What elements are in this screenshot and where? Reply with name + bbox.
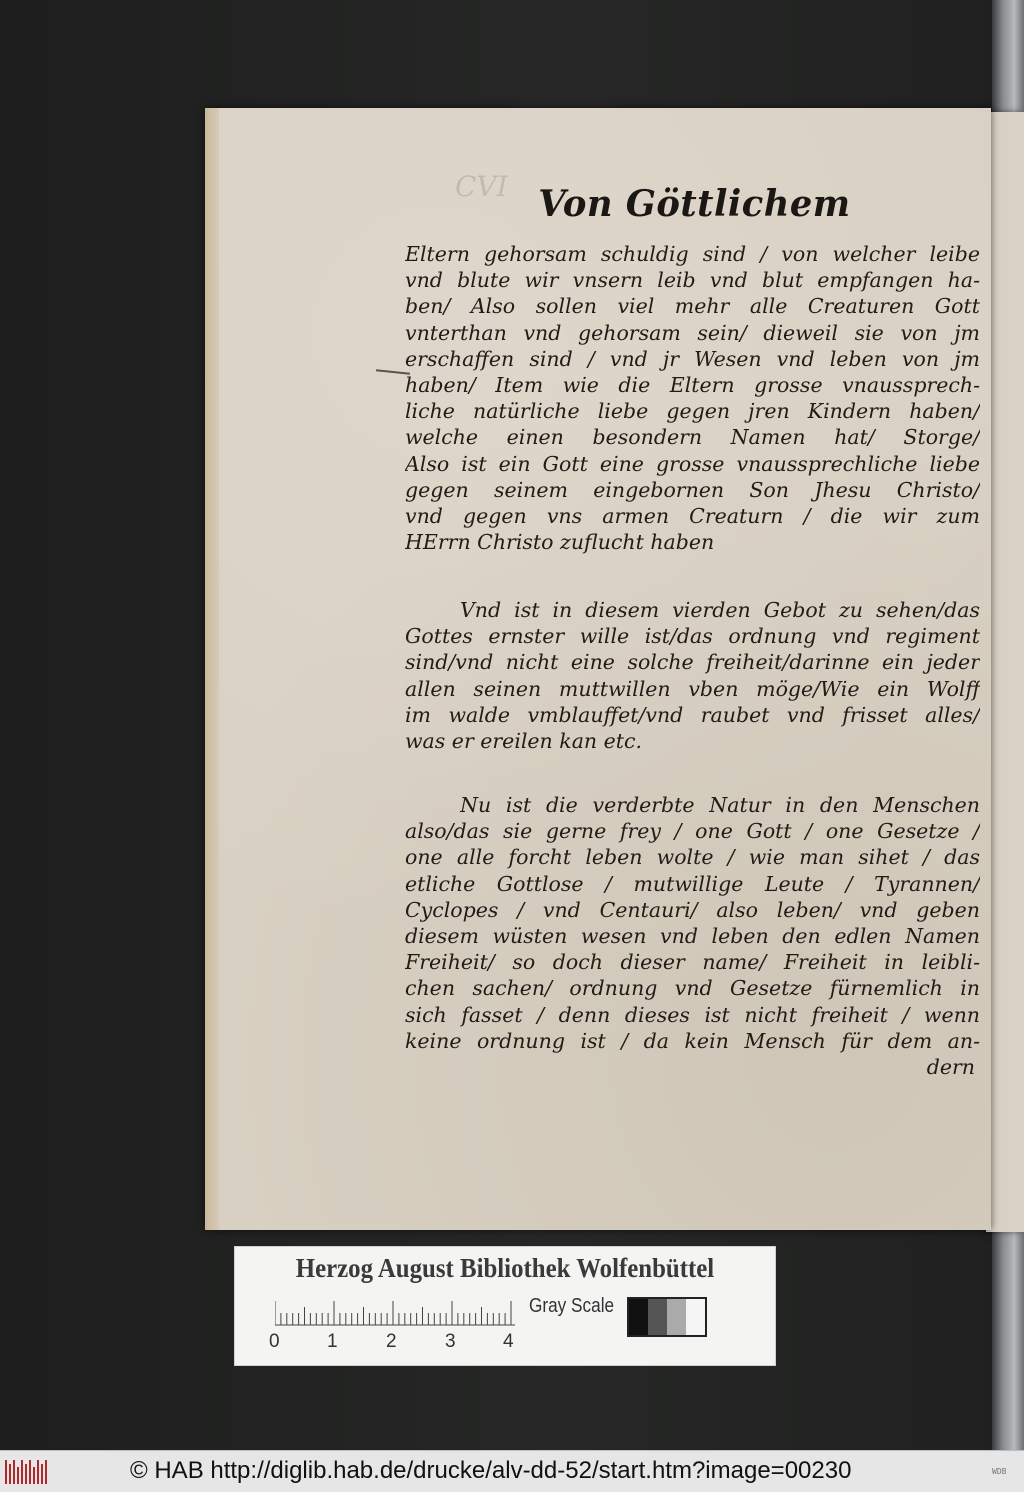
library-title: Herzog August Bibliothek Wolfenbüttel [295, 1253, 715, 1283]
ruler-number-1: 1 [327, 1331, 338, 1352]
text-line: allen seinen muttwillen vben möge/Wie ein Wolff [405, 676, 980, 701]
bleed-through-text: CVI [455, 170, 508, 203]
ruler-number-3: 3 [445, 1331, 456, 1352]
facing-page-edge [986, 112, 1024, 1232]
text-line: gegen seinem eingebornen Son Jhesu Christo/ [405, 477, 980, 502]
text-line: sind/vnd nicht eine solche freiheit/darinne ein jeder [405, 650, 980, 675]
text-line: im walde vmblauffet/vnd raubet vnd frisset alles/ [405, 702, 980, 727]
text-line: one alle forcht leben wolte / wie man sihet / das [405, 845, 980, 870]
text-line: ben/ Also sollen viel mehr alle Creaturen Gott [405, 294, 980, 319]
text-line: diesem wüsten wesen vnd leben den edlen Namen [405, 924, 980, 948]
text-line: vnd blute wir vnsern leib vnd blut empfangen ha- [405, 268, 980, 293]
gray-swatch-3 [686, 1299, 705, 1335]
text-line: keine ordnung ist / da kein Mensch für dem an- [405, 1028, 980, 1053]
text-line: dern [926, 1055, 975, 1079]
gray-scale-bar [627, 1297, 707, 1337]
text-line: liche natürliche liebe gegen jren Kindern haben/ [405, 399, 980, 424]
footer-small-mark: WDB [992, 1467, 1007, 1476]
footer-bar [0, 1450, 1024, 1492]
gray-swatch-0 [629, 1299, 648, 1335]
text-line: sich fasset / denn dieses ist nicht freiheit / wenn [405, 1002, 980, 1027]
text-line: was er ereilen kan etc. [405, 729, 643, 753]
text-line: vnd gegen vns armen Creaturn / die wir zum [405, 504, 980, 528]
page-heading: Von Göttlichem [538, 183, 851, 225]
gray-scale-label: Gray Scale [529, 1295, 615, 1317]
text-line: Gottes ernster wille ist/das ordnung vnd regiment [405, 624, 980, 649]
ruler-scale [275, 1297, 515, 1327]
text-line: Nu ist die verderbte Natur in den Menschen [460, 793, 980, 817]
text-line: haben/ Item wie die Eltern grosse vnaussprech- [405, 373, 980, 397]
text-line: Cyclopes / vnd Centauri/ also leben/ vnd geben [405, 897, 980, 922]
ruler-number-4: 4 [503, 1331, 514, 1352]
text-line: welche einen besondern Namen hat/ Storge/ [405, 425, 980, 450]
ruler-number-2: 2 [386, 1331, 397, 1352]
text-line: Freiheit/ so doch dieser name/ Freiheit in leibli- [405, 950, 980, 975]
text-line: etliche Gottlose / mutwillige Leute / Tyrannen/ [405, 871, 980, 896]
gray-swatch-1 [648, 1299, 667, 1335]
text-line: erschaffen sind / vnd jr Wesen vnd leben von jm [405, 346, 980, 371]
text-line: Also ist ein Gott eine grosse vnaussprechliche liebe [405, 451, 980, 476]
text-line: also/das sie gerne frey / one Gott / one Gesetze / [405, 819, 980, 844]
text-line: Vnd ist in diesem vierden Gebot zu sehen/das [460, 598, 980, 622]
text-line: Eltern gehorsam schuldig sind / von welcher leibe [405, 242, 980, 266]
hab-barcode-logo-icon [4, 1457, 48, 1487]
text-line: vnterthan vnd gehorsam sein/ dieweil sie von jm [405, 320, 980, 345]
text-line: chen sachen/ ordnung vnd Gesetze fürnemlich in [405, 976, 980, 1001]
copyright-url-text: © HAB http://diglib.hab.de/drucke/alv-dd-52/start.htm?image=00230 [130, 1457, 852, 1484]
ruler-number-0: 0 [269, 1331, 280, 1352]
text-line: HErrn Christo zuflucht haben [405, 530, 715, 555]
gray-swatch-2 [667, 1299, 686, 1335]
library-label-card [234, 1246, 776, 1366]
ruler-numbers [269, 1331, 529, 1355]
